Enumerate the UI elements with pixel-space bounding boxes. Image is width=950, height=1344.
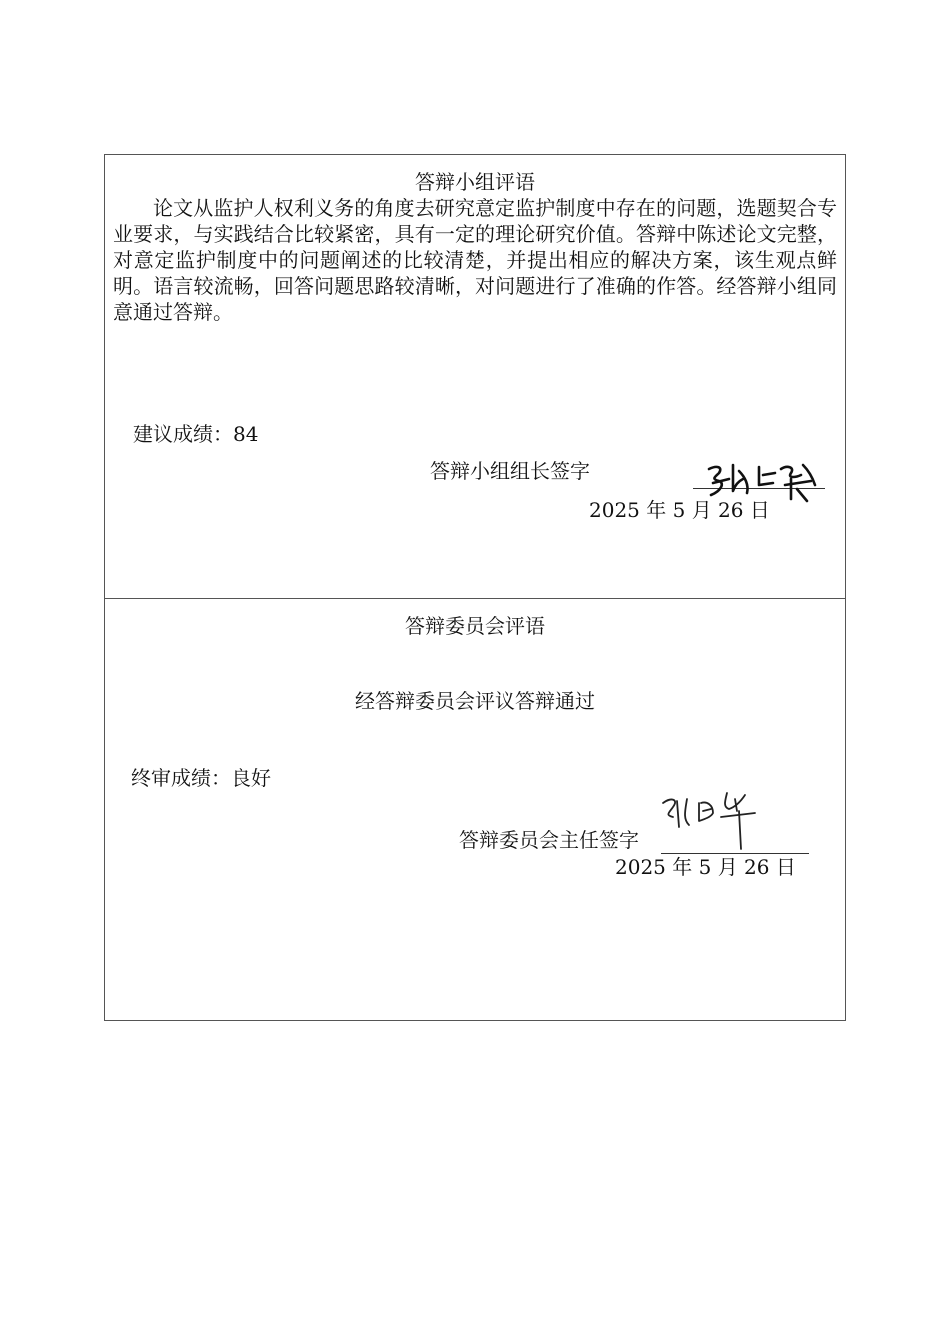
- group-review-date: 2025 年 5 月 26 日: [589, 498, 770, 522]
- committee-chair-signature-label: 答辩委员会主任签字: [459, 828, 639, 852]
- section-divider: [105, 598, 845, 599]
- group-review-comment: 论文从监护人权利义务的角度去研究意定监护制度中存在的问题，选题契合专业要求，与实践结合比较紧密，具有一定的理论研究价值。答辩中陈述论文完整，对意定监护制度中的问题阐述的比较清楚，并提出相应的解决方案，该生观点鲜明。语言较流畅，回答问题思路较清晰，对问题进行了准确的作答。经答辩小组同意通过答辩。: [113, 196, 837, 324]
- final-grade: 终审成绩：良好: [131, 766, 271, 790]
- committee-review-date: 2025 年 5 月 26 日: [615, 855, 796, 879]
- defense-review-form: [104, 154, 846, 1021]
- committee-review-comment: 经答辩委员会评议答辩通过: [355, 689, 595, 713]
- group-leader-signature-label: 答辩小组组长签字: [430, 459, 590, 483]
- committee-chair-signature: [655, 787, 771, 853]
- suggested-grade: 建议成绩：84: [133, 422, 259, 446]
- group-review-title: 答辩小组评语: [415, 170, 535, 194]
- committee-review-title: 答辩委员会评语: [405, 614, 545, 638]
